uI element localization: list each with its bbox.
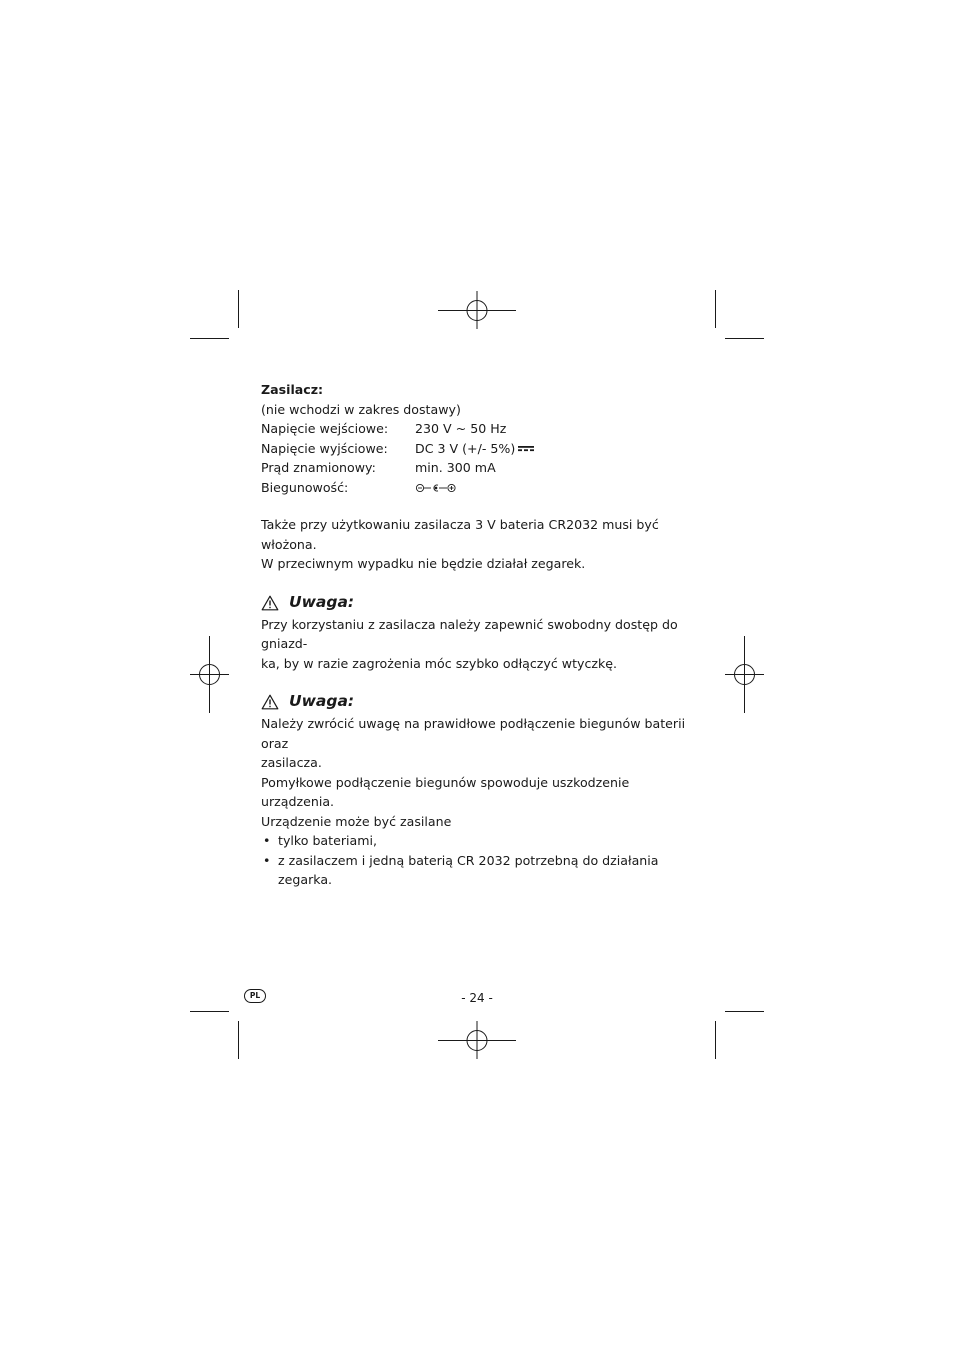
spec-value: min. 300 mA <box>415 460 496 475</box>
warning-title-text: Uwaga: <box>289 692 355 711</box>
list-item: • tylko bateriami, <box>261 831 701 851</box>
spec-value: DC 3 V (+/- 5%) <box>415 440 516 456</box>
spec-row-rated-current <box>261 458 701 478</box>
power-options-list <box>261 831 701 890</box>
page-number: - 24 - <box>461 991 493 1005</box>
spec-label: Prąd znamionowy: <box>261 460 376 475</box>
note-line: Także przy użytkowaniu zasilacza 3 V bateria CR2032 musi być włożona. <box>261 517 659 552</box>
section-heading: Zasilacz: <box>261 382 324 397</box>
note-line: W przeciwnym wypadku nie będzie działał zegarek. <box>261 556 586 571</box>
list-item: • z zasilaczem i jedną baterią CR 2032 potrzebną do działania zegarka. <box>261 851 701 890</box>
warning-text-line: Należy zwrócić uwagę na prawidłowe podłączenie biegunów baterii oraz <box>261 716 686 751</box>
spec-row-input-voltage <box>261 419 701 439</box>
warning-text-line: Przy korzystaniu z zasilacza należy zapewnić swobodny dostęp do gniazd- <box>261 616 678 651</box>
spec-label: Biegunowość: <box>261 479 349 495</box>
spec-label: Napięcie wyjściowe: <box>261 440 388 456</box>
warning-text-line: Pomyłkowe podłączenie biegunów spowoduje uszkodzenie urządzenia. <box>261 774 630 809</box>
warning-title-text: Uwaga: <box>289 592 355 611</box>
warning-title <box>261 690 701 714</box>
page-footer <box>0 988 954 1008</box>
dc-current-icon <box>517 443 535 453</box>
warning-text-line: zasilacza. <box>261 755 322 770</box>
spec-row-polarity <box>261 478 701 498</box>
spec-value: 230 V ~ 50 Hz <box>415 421 507 436</box>
section-subtitle: (nie wchodzi w zakres dostawy) <box>261 401 461 417</box>
language-badge: PL <box>244 989 266 1003</box>
page-content <box>261 380 701 890</box>
spec-label: Napięcie wejściowe: <box>261 421 389 436</box>
warning-triangle-icon <box>261 595 279 611</box>
warning-triangle-icon <box>261 694 279 710</box>
warning-title <box>261 591 701 615</box>
warning-text-line: ka, by w razie zagrożenia móc szybko odłączyć wtyczkę. <box>261 655 618 671</box>
warning-text-line: Urządzenie może być zasilane <box>261 813 452 829</box>
polarity-icon <box>415 482 457 494</box>
spec-row-output-voltage <box>261 439 701 459</box>
